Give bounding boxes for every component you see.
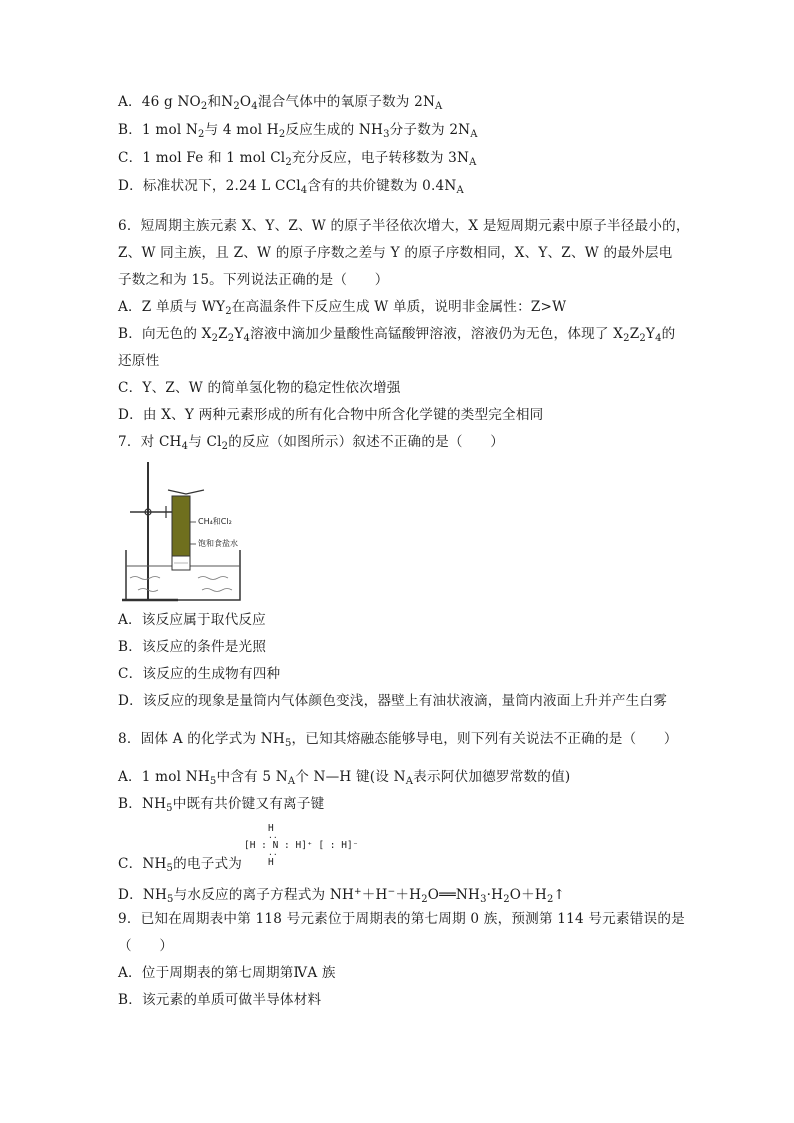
q8-option-c: C．$NH_5$的电子式为 — [118, 856, 243, 874]
q7-option-c: C．该反应的生成物有四种 — [118, 666, 281, 682]
electron-formula-top-dots: ·· — [268, 833, 278, 842]
q6-option-d: D．由 X、Y 两种元素形成的所有化合物中所含化学键的类型完全相同 — [118, 407, 544, 423]
electron-formula-middle: [H : N : H]⁺ [ : H]⁻ — [244, 840, 359, 851]
q9-stem-line2: （ ） — [118, 938, 174, 954]
q8-option-d: D．$NH_5$与水反应的离子方程式为 $NH^++H^-+H_2O══NH_3\cdot H_2O+H_2↑$ — [118, 887, 566, 905]
q7-option-b: B．该反应的条件是光照 — [118, 639, 267, 655]
electron-formula-bottom-h: H — [268, 857, 274, 868]
q8-option-b: B．$NH_5$中既有共价键又有离子键 — [118, 796, 325, 814]
q8-option-a: A．1 mol $NH_5$中含有 5 $N_A$个 N—H 键(设 $N_A$表示阿伏加德罗常数的值) — [118, 769, 571, 787]
q9-stem-line1: 9．已知在周期表中第 118 号元素位于周期表的第七周期 0 族，预测第 114 号元素错误的是 — [118, 911, 685, 927]
q9-option-a: A．位于周期表的第七周期第ⅣA 族 — [118, 965, 336, 981]
reaction-apparatus-figure — [118, 460, 248, 605]
electron-formula-top-h: H — [268, 823, 274, 834]
q5-option-a: A．46 g $NO_2$和$N_2O_4$混合气体中的氧原子数为 $2N_A$ — [118, 94, 443, 112]
q7-stem: 7．对 $CH_4$与 $Cl_2$的反应（如图所示）叙述不正确的是（ ） — [118, 434, 505, 452]
q8-stem: 8．固体 A 的化学式为 $NH_5$，已知其熔融态能够导电，则下列有关说法不正确的是（ ） — [118, 731, 678, 749]
q5-option-d: D．标准状况下，2.24 L CCl$_4$含有的共价键数为 $0.4N_A$ — [118, 178, 464, 196]
q6-stem-line2: Z、W 同主族，且 Z、W 的原子序数之差与 Y 的原子序数相同，X、Y、Z、W 的最外层电 — [118, 245, 673, 261]
q6-stem-line1: 6．短周期主族元素 X、Y、Z、W 的原子半径依次增大，X 是短周期元素中原子半径最小的， — [118, 218, 690, 234]
q6-option-c: C．Y、Z、W 的简单氢化物的稳定性依次增强 — [118, 380, 401, 396]
q6-stem-line3: 子数之和为 15。下列说法正确的是（ ） — [118, 272, 389, 288]
gas-label: CH₄和Cl₂ — [198, 517, 232, 526]
q6-option-b-cont: 还原性 — [118, 353, 160, 369]
q5-option-c: C．1 mol Fe 和 1 mol $Cl_2$充分反应，电子转移数为 $3N_A$ — [118, 150, 477, 168]
q6-option-a: A．Z 单质与 $WY_2$在高温条件下反应生成 W 单质，说明非金属性：Z>W — [118, 299, 567, 317]
q6-option-b: B．向无色的 $X_2Z_2Y_4$溶液中滴加少量酸性高锰酸钾溶液，溶液仍为无色，体现了 $X_2Z_2Y_4$的 — [118, 326, 676, 344]
q7-option-d: D．该反应的现象是量筒内气体颜色变浅，器壁上有油状液滴，量筒内液面上升并产生白雾 — [118, 693, 668, 709]
apparatus-drawing — [118, 460, 248, 605]
q5-option-b: B．1 mol $N_2$与 4 mol $H_2$反应生成的 $NH_3$分子数为 $2N_A$ — [118, 122, 478, 140]
q9-option-b: B．该元素的单质可做半导体材料 — [118, 992, 322, 1008]
liquid-label: 饱和食盐水 — [198, 539, 238, 548]
q7-option-a: A．该反应属于取代反应 — [118, 612, 266, 628]
electron-formula-bottom-dots: ·· — [268, 850, 278, 859]
